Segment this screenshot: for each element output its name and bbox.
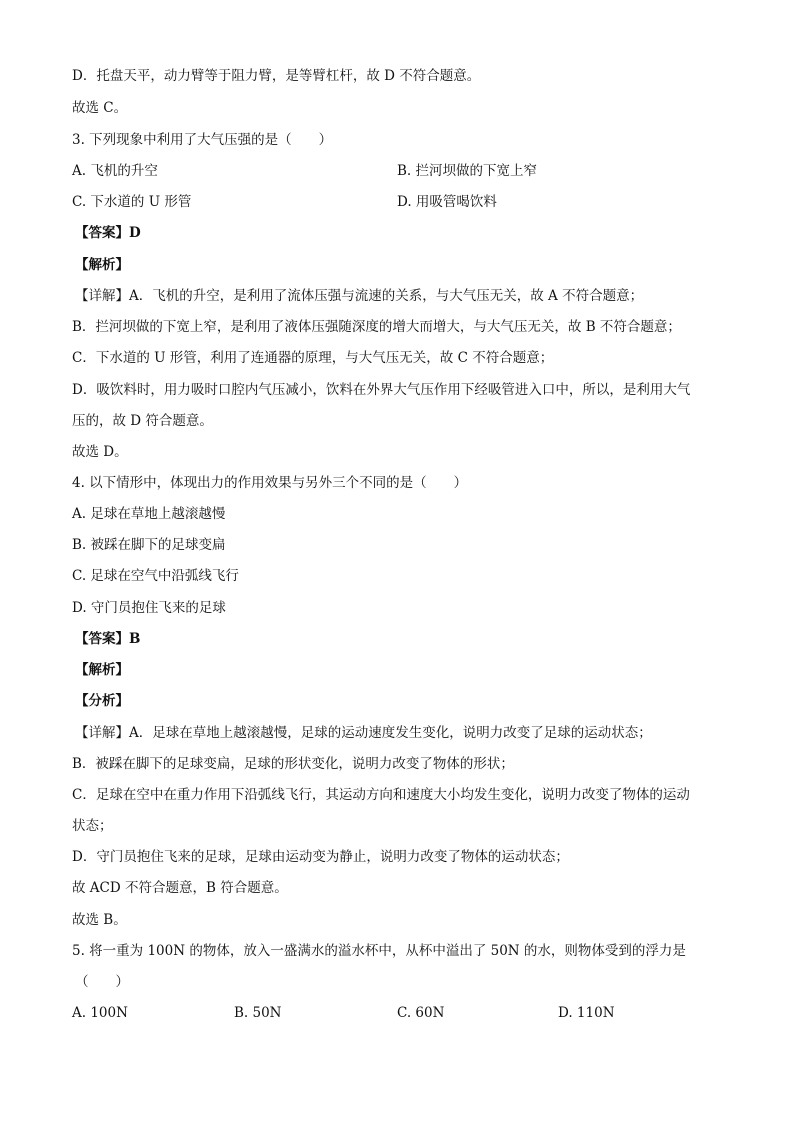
q5-stem-line1: 5. 将一重为 100N 的物体，放入一盛满水的溢水杯中，从杯中溢出了 50N 的水，则物体受到的浮力是 bbox=[72, 943, 686, 959]
q4-analysis-label: 【解析】 bbox=[75, 662, 129, 678]
q4-stem: 4. 以下情形中，体现出力的作用效果与另外三个不同的是（ ） bbox=[72, 475, 468, 491]
q4-detail-c-line1: C．足球在空中在重力作用下沿弧线飞行，其运动方向和速度大小均发生变化，说明力改变了物体的运动 bbox=[72, 787, 690, 803]
q4-detail-d: D．守门员抱住飞来的足球，足球由运动变为静止，说明力改变了物体的运动状态； bbox=[72, 849, 569, 865]
q4-choose: 故选 B。 bbox=[72, 912, 127, 928]
q4-option-a: A. 足球在草地上越滚越慢 bbox=[72, 506, 226, 522]
q3-option-c: C. 下水道的 U 形管 bbox=[72, 194, 192, 210]
q5-stem-line2: （ ） bbox=[75, 974, 129, 990]
q3-detail-a: 【详解】A．飞机的升空，是利用了流体压强与流速的关系，与大气压无关，故 A 不符合题意； bbox=[75, 288, 644, 304]
q5-option-a: A. 100N bbox=[72, 1005, 128, 1021]
q3-detail-c: C．下水道的 U 形管，利用了连通器的原理，与大气压无关，故 C 不符合题意； bbox=[72, 350, 554, 366]
q5-option-c: C. 60N bbox=[397, 1005, 445, 1021]
q4-fenxi-label: 【分析】 bbox=[75, 693, 129, 709]
q4-conclusion: 故 ACD 不符合题意，B 符合题意。 bbox=[72, 880, 288, 896]
q3-option-a: A. 飞机的升空 bbox=[72, 163, 158, 179]
q3-choose: 故选 D。 bbox=[72, 444, 128, 460]
prev-choose: 故选 C。 bbox=[72, 100, 128, 116]
q5-option-d: D. 110N bbox=[558, 1005, 615, 1021]
q3-answer: 【答案】D bbox=[75, 225, 141, 241]
q3-detail-d-line1: D．吸饮料时，用力吸时口腔内气压减小，饮料在外界大气压作用下经吸管进入口中，所以，是利用大气 bbox=[72, 382, 691, 398]
q4-option-c: C. 足球在空气中沿弧线飞行 bbox=[72, 568, 239, 584]
q5-option-b: B. 50N bbox=[234, 1005, 282, 1021]
q4-answer: 【答案】B bbox=[75, 631, 141, 647]
q3-detail-d-line2: 压的，故 D 符合题意。 bbox=[72, 413, 213, 429]
q3-analysis-label: 【解析】 bbox=[75, 257, 129, 273]
q3-option-b: B. 拦河坝做的下宽上窄 bbox=[397, 163, 538, 179]
q4-detail-c-line2: 状态； bbox=[72, 818, 113, 834]
q3-stem: 3. 下列现象中利用了大气压强的是（ ） bbox=[72, 132, 333, 148]
q4-option-b: B. 被踩在脚下的足球变扁 bbox=[72, 537, 226, 553]
prev-option-d-explanation: D．托盘天平，动力臂等于阻力臂，是等臂杠杆，故 D 不符合题意。 bbox=[72, 68, 481, 84]
q4-detail-a: 【详解】A．足球在草地上越滚越慢，足球的运动速度发生变化，说明力改变了足球的运动状态； bbox=[75, 725, 652, 741]
q4-option-d: D. 守门员抱住飞来的足球 bbox=[72, 600, 226, 616]
q3-detail-b: B．拦河坝做的下宽上窄，是利用了液体压强随深度的增大而增大，与大气压无关，故 B 不符合题意； bbox=[72, 319, 681, 335]
q3-option-d: D. 用吸管喝饮料 bbox=[397, 194, 497, 210]
q4-detail-b: B．被踩在脚下的足球变扁，足球的形状变化，说明力改变了物体的形状； bbox=[72, 756, 514, 772]
